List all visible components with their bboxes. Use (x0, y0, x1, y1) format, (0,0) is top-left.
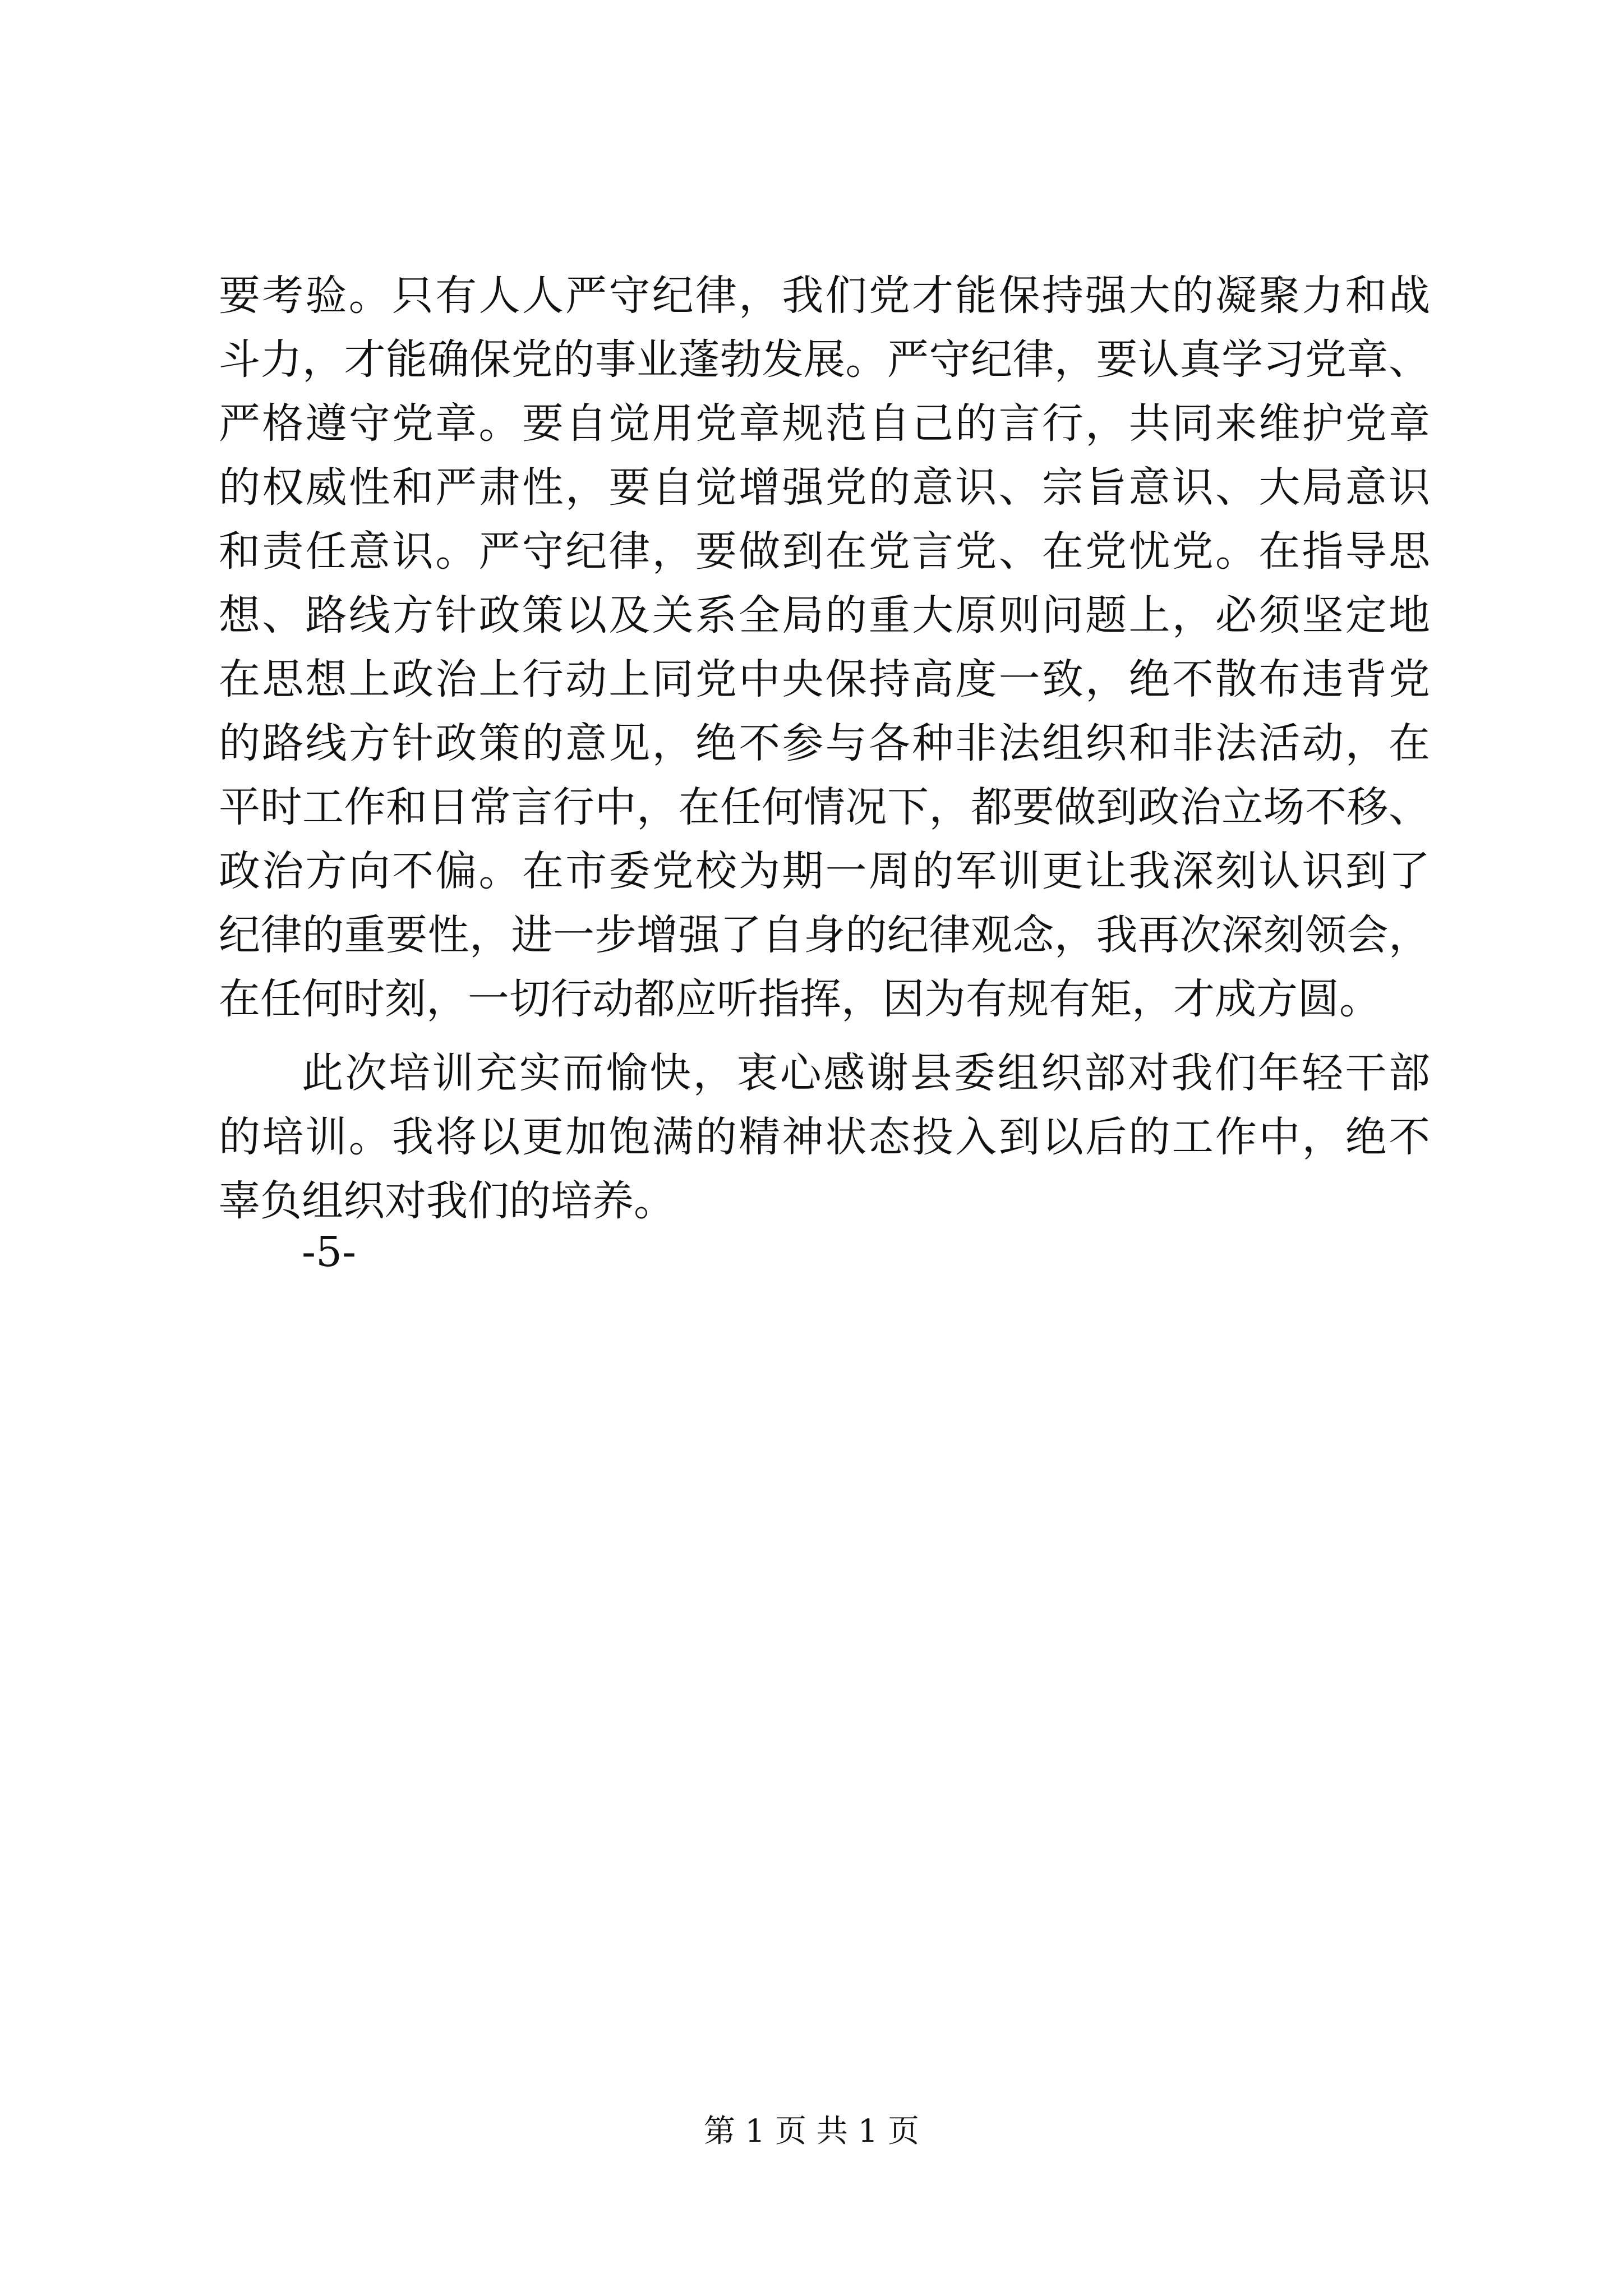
page-footer: 第 1 页 共 1 页 (703, 2113, 920, 2150)
text-line: 的权威性和严肃性，要自觉增强党的意识、宗旨意识、大局意识 (219, 463, 1430, 512)
page-marker: -5- (302, 1228, 357, 1276)
text-line: 想、路线方针政策以及关系全局的重大原则问题上，必须坚定地 (219, 591, 1430, 639)
paragraph-discipline (219, 264, 1430, 1031)
text-line: 的路线方针政策的意见，绝不参与各种非法组织和非法活动，在 (219, 719, 1430, 767)
paragraph-conclusion (219, 1041, 1430, 1233)
text-line: 此次培训充实而愉快，衷心感谢县委组织部对我们年轻干部 (302, 1049, 1430, 1097)
text-line: 的培训。我将以更加饱满的精神状态投入到以后的工作中，绝不 (219, 1113, 1430, 1161)
text-line: 平时工作和日常言行中，在任何情况下，都要做到政治立场不移、 (219, 783, 1430, 831)
text-line: 严格遵守党章。要自觉用党章规范自己的言行，共同来维护党章 (219, 399, 1430, 448)
text-line: 纪律的重要性，进一步增强了自身的纪律观念，我再次深刻领会， (219, 911, 1430, 959)
text-line: 斗力，才能确保党的事业蓬勃发展。严守纪律，要认真学习党章、 (219, 335, 1430, 384)
text-line: 在任何时刻，一切行动都应听指挥，因为有规有矩，才成方圆。 (219, 975, 1381, 1023)
paragraph-gap (219, 1031, 1430, 1041)
text-line: 和责任意识。严守纪律，要做到在党言党、在党忧党。在指导思 (219, 527, 1430, 576)
body-text (219, 264, 1430, 1233)
text-line: 政治方向不偏。在市委党校为期一周的军训更让我深刻认识到了 (219, 847, 1430, 895)
text-line: 辜负组织对我们的培养。 (219, 1177, 675, 1225)
text-line: 要考验。只有人人严守纪律，我们党才能保持强大的凝聚力和战 (219, 272, 1430, 320)
text-line: 在思想上政治上行动上同党中央保持高度一致，绝不散布违背党 (219, 655, 1430, 703)
